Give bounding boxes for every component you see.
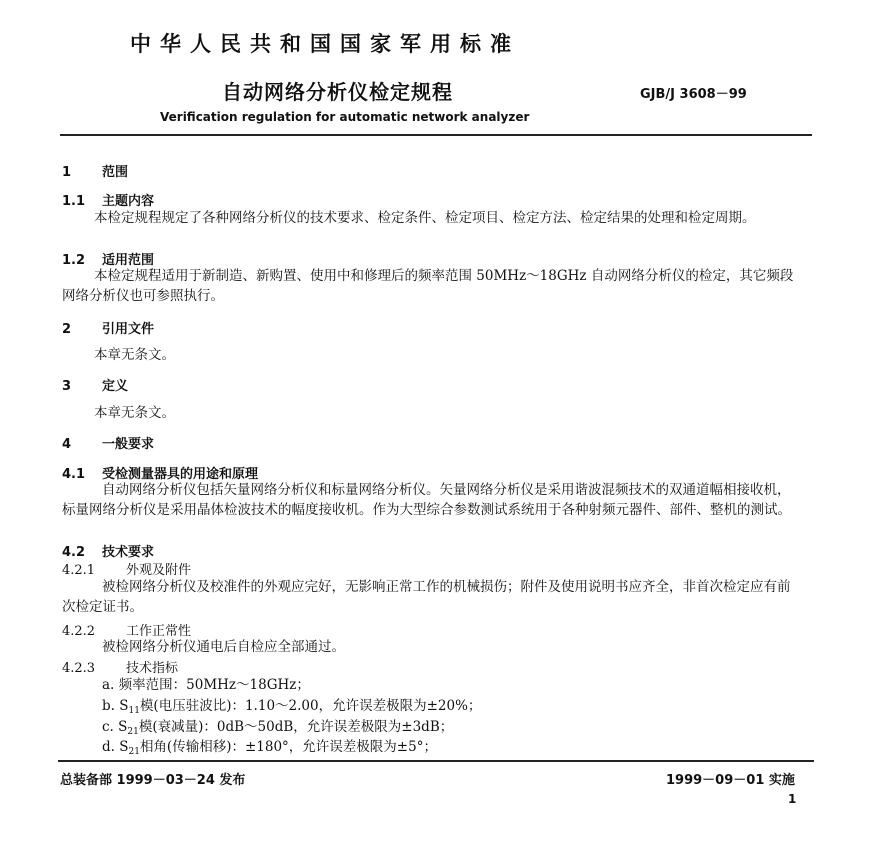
section-number: 4.2.1 — [62, 563, 96, 578]
section-4-2-2-text: 被检网络分析仪通电后自检应全部通过。 — [102, 639, 345, 655]
section-1-heading — [62, 161, 128, 180]
section-title: 主题内容 — [102, 194, 155, 209]
section-3-heading — [62, 375, 128, 394]
document-title: 自动网络分析仪检定规程 — [222, 80, 453, 104]
section-number: 4.2.2 — [62, 624, 96, 639]
section-number: 2 — [62, 322, 72, 337]
section-number: 3 — [62, 379, 72, 394]
standard-code: GJB/J 3608－99 — [640, 87, 747, 102]
section-title: 外观及附件 — [126, 563, 192, 578]
section-title: 范围 — [102, 165, 129, 180]
spec-text: 频率范围：50MHz～18GHz； — [118, 677, 310, 693]
spec-label: d. — [102, 739, 115, 755]
section-4-1-text: 自动网络分析仪包括矢量网络分析仪和标量网络分析仪。矢量网络分析仪是采用谐波混频技术的双通道幅相接收机，标量网络分析仪是采用晶体检波技术的幅度接收机。作为大型综合参数测试系统用于各种射频元器件、部件、整机的测试。 — [62, 482, 791, 518]
section-4-2-3-heading — [62, 657, 178, 676]
s-param-subscript: 21 — [127, 727, 139, 737]
section-title: 工作正常性 — [126, 624, 192, 639]
header-rule — [60, 134, 812, 136]
section-1-1-heading — [62, 190, 154, 209]
spec-text: 相角(传输相移)：±180°，允许误差极限为±5°； — [139, 739, 437, 755]
s-param-symbol: S — [118, 719, 128, 735]
section-title: 技术要求 — [102, 545, 155, 560]
section-4-2-1-heading — [62, 559, 191, 578]
section-title: 受检测量器具的用途和原理 — [102, 467, 259, 482]
section-1-1-text: 本检定规程规定了各种网络分析仪的技术要求、检定条件、检定项目、检定方法、检定结果的处理和检定周期。 — [94, 210, 756, 226]
spec-item-a — [102, 675, 310, 695]
s-param-subscript: 11 — [128, 706, 140, 716]
section-number: 1.1 — [62, 194, 86, 209]
section-4-2-1-text: 被检网络分析仪及校准件的外观应完好，无影响正常工作的机械损伤；附件及使用说明书应齐全，非首次检定应有前次检定证书。 — [62, 579, 791, 615]
section-title: 适用范围 — [102, 253, 155, 268]
page-number: 1 — [788, 792, 797, 806]
spec-text: 模(衰减量)：0dB～50dB，允许误差极限为±3dB； — [138, 719, 454, 735]
section-2-heading — [62, 318, 154, 337]
section-4-2-heading — [62, 541, 154, 560]
spec-label: a. — [102, 677, 115, 693]
section-3-text: 本章无条文。 — [94, 405, 175, 421]
section-number: 1 — [62, 165, 72, 180]
section-number: 4.1 — [62, 467, 86, 482]
spec-item-d — [102, 737, 437, 762]
section-1-2-text: 本检定规程适用于新制造、新购置、使用中和修理后的频率范围 50MHz～18GHz 自动网络分析仪的检定，其它频段网络分析仪也可参照执行。 — [62, 268, 794, 304]
s-param-symbol: S — [119, 698, 129, 714]
section-number: 4.2 — [62, 545, 86, 560]
section-number: 1.2 — [62, 253, 86, 268]
section-title: 定义 — [102, 379, 129, 394]
section-title: 技术指标 — [126, 661, 179, 676]
issue-date: 总装备部 1999－03－24 发布 — [60, 773, 246, 788]
english-title: Verification regulation for automatic network analyzer — [160, 110, 530, 124]
spec-label: b. — [102, 698, 115, 714]
section-number: 4 — [62, 437, 72, 452]
effective-date: 1999－09－01 实施 — [666, 773, 795, 788]
standard-type-header: 中华人民共和国国家军用标准 — [130, 32, 520, 56]
section-4-heading — [62, 433, 154, 452]
footer-rule — [58, 760, 814, 762]
section-title: 引用文件 — [102, 322, 155, 337]
spec-label: c. — [102, 719, 114, 735]
section-title: 一般要求 — [102, 437, 155, 452]
s-param-subscript: 21 — [128, 747, 140, 757]
s-param-symbol: S — [119, 739, 129, 755]
section-number: 4.2.3 — [62, 661, 96, 676]
section-2-text: 本章无条文。 — [94, 347, 175, 363]
spec-text: 模(电压驻波比)：1.10～2.00，允许误差极限为±20%； — [139, 698, 482, 714]
